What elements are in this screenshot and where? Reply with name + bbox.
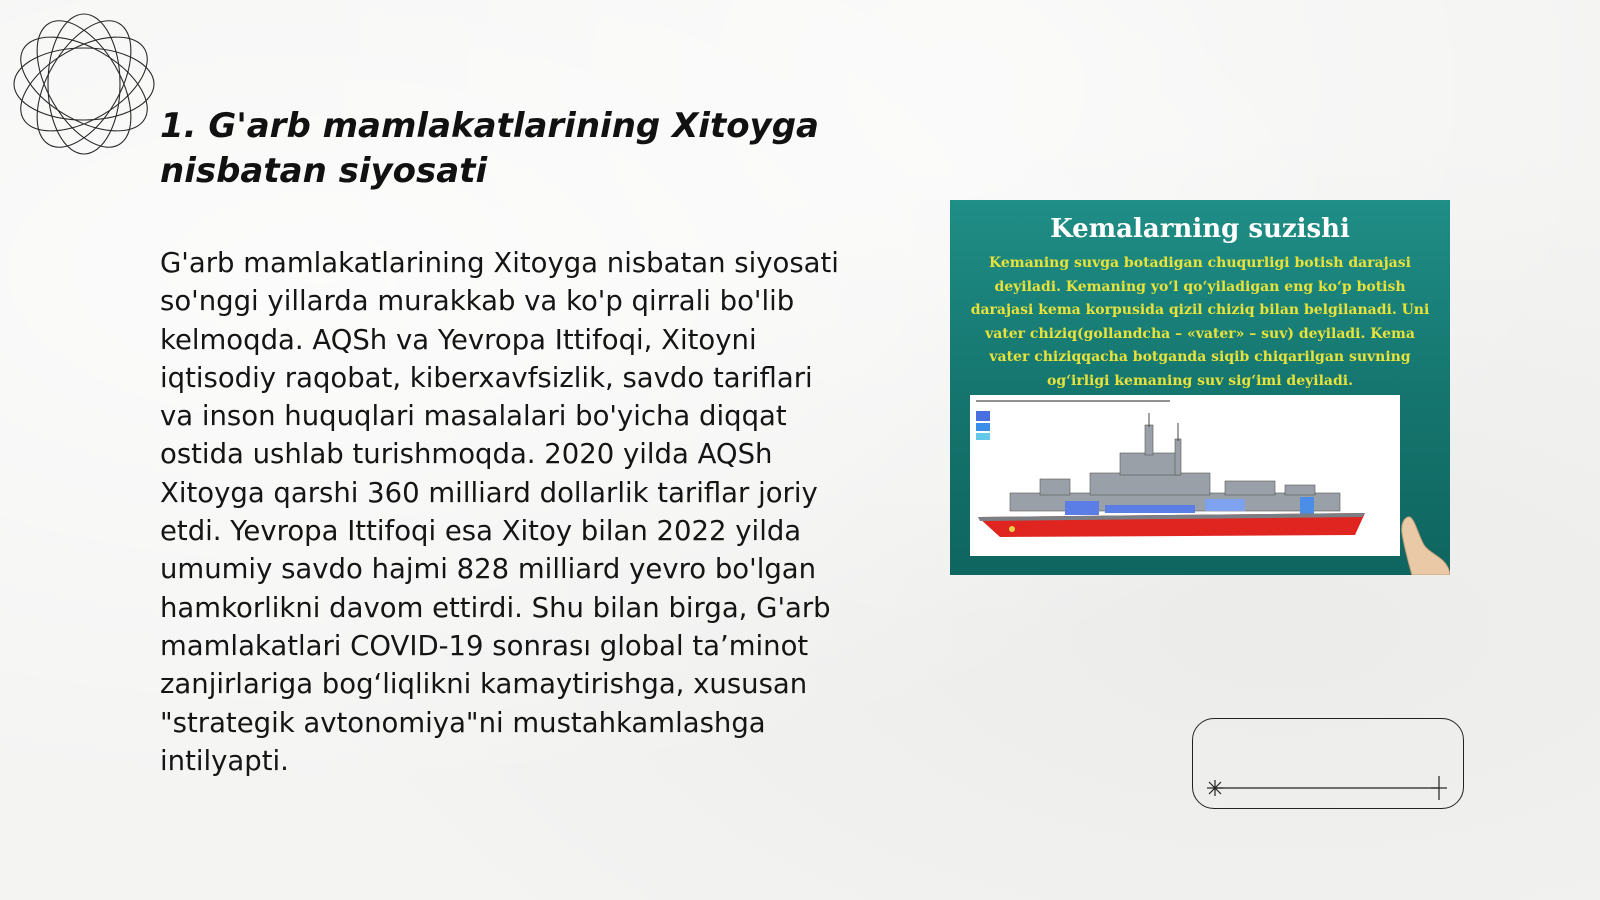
- ship-diagram: [970, 395, 1400, 556]
- image-caption: Kemaning suvga botadigan chuqurligi botish darajasi deyiladi. Kemaning yo‘l qo‘yiladigan eng ko‘p botish darajasi kema korpusida qizil chiziq bilan belgilanadi. Uni vater chiziq(gollandcha – «vater» – suv) deyiladi. Kema vater chiziqqacha botganda siqib chiqarilgan suvning og‘irligi kemaning suv sig‘imi deyiladi.: [970, 255, 1430, 389]
- slide-body-text: G'arb mamlakatlarining Xitoyga nisbatan siyosati so'nggi yillarda murakkab va ko'p qirrali bo'lib kelmoqda. AQSh va Yevropa Ittifoqi, Xitoyni iqtisodiy raqobat, kiberxavfsizlik, savdo tariflari va inson huquqlari masalalari bo'yicha diqqat ostida ushlab turishmoqda. 2020 yilda AQSh Xitoyga qarshi 360 milliard dollarlik tariflar joriy etdi. Yevropa Ittifoqi esa Xitoy bilan 2022 yilda umumiy savdo hajmi 828 milliard yevro bo'lgan hamkorlikni davom ettirdi. Shu bilan birga, G'arb mamlakatlari COVID-19 sonrası global ta’minot zanjirlariga bog‘liqlikni kamaytirishga, xususan "strategik avtonomiya"ni mustahkamlashga intilyapti.: [160, 247, 839, 777]
- pointing-hand-icon: [1390, 505, 1450, 575]
- slide-title: 1. G'arb mamlakatlarining Xitoyga nisbatan siyosati: [160, 106, 819, 191]
- decorative-line-box: [1192, 718, 1464, 809]
- ship-buoyancy-image: [950, 200, 1450, 575]
- sparkle-line-icon: [1193, 719, 1465, 810]
- image-title: Kemalarning suzishi: [1050, 214, 1350, 244]
- orbit-rings-icon: [10, 10, 158, 158]
